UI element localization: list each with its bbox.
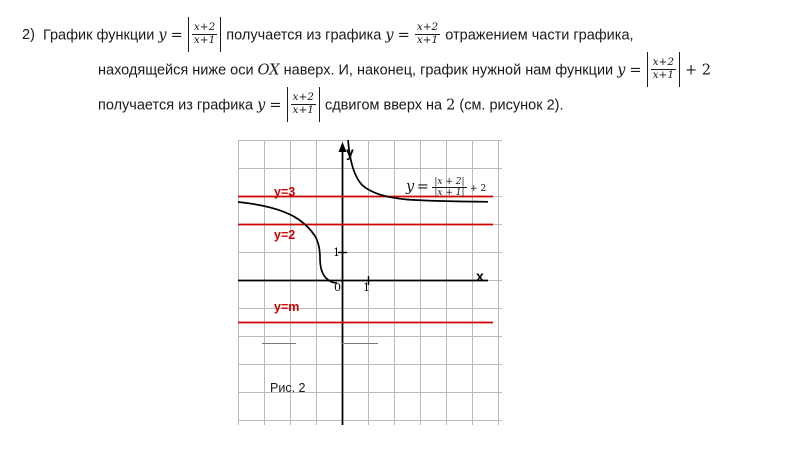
- label-y-equals-2: y=2: [274, 228, 296, 242]
- line1-fraction2-numerator: x+2: [416, 21, 439, 34]
- line2-ox-label: OX: [257, 62, 280, 79]
- line1-eq2-equals: =: [397, 27, 410, 44]
- line2-fraction: [651, 57, 676, 82]
- list-item-number: 2): [22, 27, 35, 44]
- line1-part-c: отражением части графика,: [445, 27, 634, 44]
- line3-fraction-denominator: x+1: [292, 103, 314, 116]
- line3-shift-value: 2: [446, 97, 456, 114]
- origin-label: 0: [334, 281, 341, 294]
- text-line-2: [22, 53, 782, 88]
- line3-part-b: сдвигом вверх на: [324, 97, 443, 114]
- line3-part-a: получается из графика: [98, 97, 254, 114]
- line3-eq-y: y: [257, 97, 266, 114]
- line2-plus-two: + 2: [685, 62, 712, 79]
- text-line-3: [22, 88, 782, 123]
- line1-abs-group: [188, 17, 221, 52]
- line2-abs-group: [647, 52, 680, 87]
- line1-fraction2-denominator: x+1: [416, 34, 439, 46]
- line1-fraction-numerator: x+2: [193, 20, 216, 33]
- curve-label-fraction: [432, 177, 466, 198]
- line3-fraction: [291, 92, 316, 117]
- line2-fraction-numerator: x+2: [652, 55, 675, 68]
- line2-fraction-denominator: x+1: [652, 68, 675, 81]
- line1-fraction: [192, 22, 217, 47]
- figure-caption: Рис. 2: [270, 381, 306, 395]
- line2-part-a: находящейся ниже оси: [98, 62, 254, 79]
- line3-abs-group: [287, 87, 320, 122]
- curve-equation-label: [406, 178, 486, 199]
- curve-label-plus: + 2: [470, 183, 487, 194]
- text-line-1: [22, 18, 782, 53]
- curve-left-branch: [238, 202, 337, 283]
- curve-label-equals: =: [416, 178, 429, 195]
- label-y-equals-m: y=m: [274, 300, 300, 314]
- figure-graph: [238, 140, 502, 425]
- line2-eq-y: y: [617, 62, 626, 79]
- line1-fraction-2: [415, 22, 440, 47]
- curve-label-numerator: |x + 2|: [434, 177, 465, 187]
- line2-eq-equals: =: [629, 62, 642, 79]
- line1-eq1-equals: =: [170, 27, 183, 44]
- line1-part-b: получается из графика: [226, 27, 382, 44]
- line1-eq1-y: y: [158, 27, 167, 44]
- line1-fraction-denominator: x+1: [193, 33, 216, 46]
- line1-eq2-y: y: [385, 27, 394, 44]
- line2-part-b: наверх. И, наконец, график нужной нам функции: [283, 62, 614, 79]
- label-y-equals-3: y=3: [274, 185, 296, 199]
- y-axis-label: y: [346, 144, 354, 160]
- line3-eq-equals: =: [269, 97, 282, 114]
- line3-part-c: (см. рисунок 2).: [459, 97, 564, 114]
- x-axis-label: x: [476, 268, 484, 284]
- x-tick-label-1: 1: [363, 281, 370, 294]
- curve-label-y: y: [406, 178, 415, 195]
- line3-fraction-numerator: x+2: [292, 90, 314, 103]
- y-tick-label-1: 1: [333, 246, 340, 259]
- line1-part-a: График функции: [42, 27, 155, 44]
- curve-label-denominator: |x + 1|: [434, 188, 465, 199]
- explanation-text: [22, 18, 782, 123]
